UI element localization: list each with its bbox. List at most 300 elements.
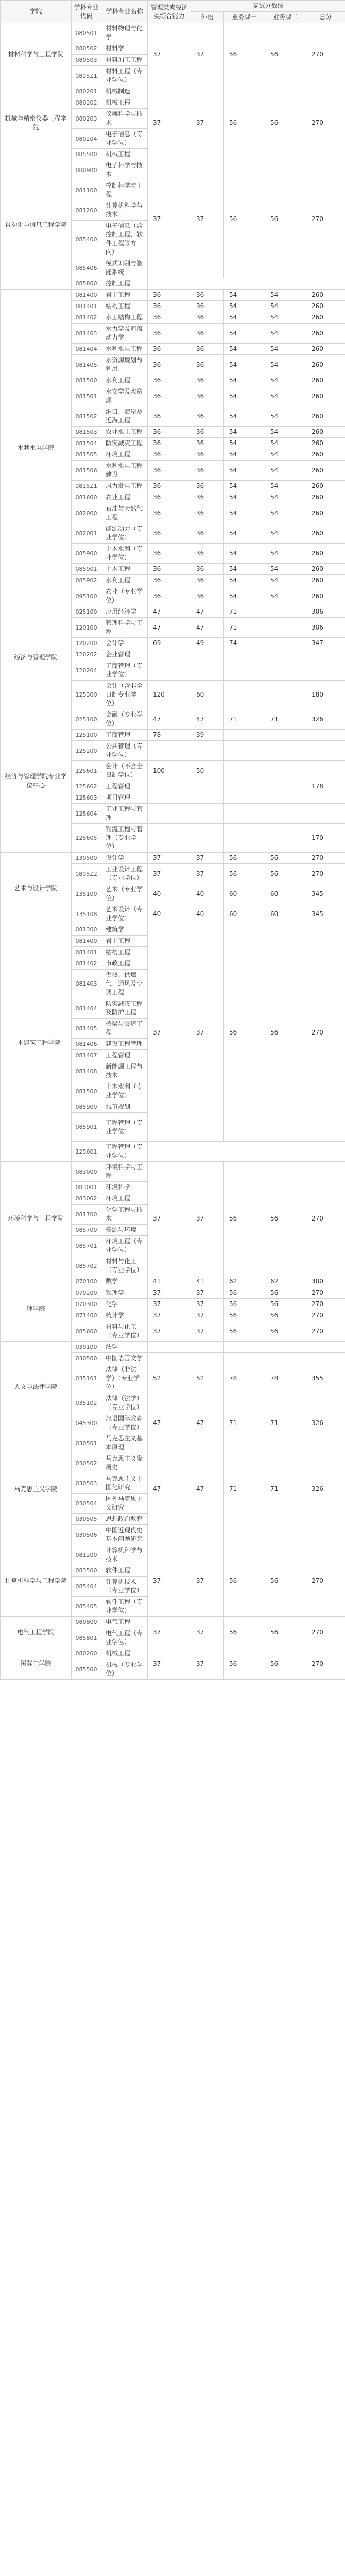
header-college: 学院 xyxy=(1,1,72,23)
score-individual: 36 xyxy=(148,492,191,503)
major-name: 港口、海岸及近海工程 xyxy=(101,406,148,427)
major-name: 会计（含非全日制专业学位） xyxy=(101,681,148,709)
score-foreign: 36 xyxy=(191,449,224,461)
score-prof2: 54 xyxy=(265,375,306,386)
major-code: 081400 xyxy=(72,936,101,947)
major-code: 081503 xyxy=(72,427,101,438)
score-total: 270 xyxy=(306,1648,345,1680)
score-prof2: 54 xyxy=(265,481,306,492)
score-individual: 36 xyxy=(148,290,191,301)
score-total: 260 xyxy=(306,312,345,324)
score-individual: 37 xyxy=(148,1287,191,1299)
header-total: 总分 xyxy=(306,12,345,23)
score-individual xyxy=(148,804,191,824)
score-total: 260 xyxy=(306,427,345,438)
score-individual: 37 xyxy=(148,1299,191,1310)
score-prof2: 71 xyxy=(265,709,306,730)
major-code: 081500 xyxy=(72,375,101,386)
score-prof1: 54 xyxy=(224,438,265,449)
score-foreign: 36 xyxy=(191,406,224,427)
major-code: 080502 xyxy=(72,43,101,55)
score-prof2: 60 xyxy=(265,884,306,904)
major-code: 120202 xyxy=(72,649,101,660)
score-individual: 47 xyxy=(148,606,191,618)
score-foreign xyxy=(191,824,224,853)
major-code: 035102 xyxy=(72,1393,101,1413)
major-name: 物理学 xyxy=(101,1287,148,1299)
major-code: 085900 xyxy=(72,544,101,564)
score-prof2 xyxy=(265,741,306,761)
score-prof2: 56 xyxy=(265,160,306,278)
score-total: 260 xyxy=(306,344,345,355)
score-prof2: 54 xyxy=(265,564,306,575)
major-code: 080202 xyxy=(72,97,101,109)
major-code: 070200 xyxy=(72,1287,101,1299)
score-total: 260 xyxy=(306,386,345,406)
score-prof1: 54 xyxy=(224,406,265,427)
score-prof2: 56 xyxy=(265,924,306,1142)
score-individual: 36 xyxy=(148,301,191,312)
major-name: 软件工程 xyxy=(101,1565,148,1577)
score-prof1 xyxy=(224,781,265,792)
score-total: 270 xyxy=(306,1287,345,1299)
score-foreign: 37 xyxy=(191,1321,224,1342)
major-code: 120100 xyxy=(72,618,101,638)
score-foreign: 36 xyxy=(191,575,224,586)
major-name: 结构工程 xyxy=(101,301,148,312)
score-individual: 37 xyxy=(148,160,191,278)
major-name: 企业管理 xyxy=(101,649,148,660)
score-prof2 xyxy=(265,1393,306,1413)
score-prof1 xyxy=(224,804,265,824)
score-prof1: 56 xyxy=(224,160,265,278)
table-row xyxy=(1,1162,345,1182)
score-individual: 40 xyxy=(148,904,191,924)
score-prof2: 54 xyxy=(265,461,306,481)
score-total: 326 xyxy=(306,709,345,730)
score-foreign: 47 xyxy=(191,618,224,638)
score-individual xyxy=(148,1393,191,1413)
score-total: 270 xyxy=(306,23,345,86)
score-individual: 37 xyxy=(148,864,191,884)
table-row xyxy=(1,1276,345,1287)
score-total: 300 xyxy=(306,1276,345,1287)
score-prof1: 56 xyxy=(224,924,265,1142)
score-individual: 47 xyxy=(148,1433,191,1545)
major-name: 马克思主义中国化研究 xyxy=(101,1473,148,1494)
score-individual: 37 xyxy=(148,853,191,864)
score-total: 260 xyxy=(306,523,345,544)
score-foreign: 47 xyxy=(191,606,224,618)
score-prof2: 71 xyxy=(265,1433,306,1545)
score-total: 270 xyxy=(306,1162,345,1276)
major-name: 能源动力（专业学位） xyxy=(101,523,148,544)
score-total: 270 xyxy=(306,160,345,278)
major-code: 085500 xyxy=(72,149,101,160)
score-prof1 xyxy=(224,1393,265,1413)
score-foreign: 36 xyxy=(191,461,224,481)
major-code: 025100 xyxy=(72,709,101,730)
score-prof2: 54 xyxy=(265,438,306,449)
major-name: 设计学 xyxy=(101,853,148,864)
score-prof1 xyxy=(224,741,265,761)
score-prof2: 54 xyxy=(265,324,306,344)
major-code: 120200 xyxy=(72,638,101,649)
score-total: 180 xyxy=(306,681,345,709)
major-name: 计算机科学与技术 xyxy=(101,200,148,221)
score-individual: 37 xyxy=(148,1321,191,1342)
score-prof1: 54 xyxy=(224,449,265,461)
score-individual: 36 xyxy=(148,375,191,386)
header-prof2: 业务课二 xyxy=(265,12,306,23)
score-prof1: 54 xyxy=(224,481,265,492)
score-total: 260 xyxy=(306,503,345,523)
table-row xyxy=(1,924,345,936)
major-name: 电气工程 xyxy=(101,1617,148,1628)
major-name: 水利水电工程建设 xyxy=(101,461,148,481)
major-name: 管理科学与工程 xyxy=(101,618,148,638)
header-prof1: 业务课一 xyxy=(224,12,265,23)
major-code: 125601 xyxy=(72,761,101,781)
score-prof1 xyxy=(224,824,265,853)
score-prof1: 60 xyxy=(224,904,265,924)
major-code: 081100 xyxy=(72,180,101,200)
score-total: 345 xyxy=(306,904,345,924)
score-foreign: 47 xyxy=(191,1413,224,1433)
score-prof2: 56 xyxy=(265,853,306,864)
score-prof2: 60 xyxy=(265,904,306,924)
score-prof2 xyxy=(265,1353,306,1364)
score-foreign: 36 xyxy=(191,375,224,386)
major-name: 软件工程（专业学位） xyxy=(101,1597,148,1617)
score-prof2: 54 xyxy=(265,386,306,406)
major-name: 环境工程 xyxy=(101,1193,148,1205)
score-total: 260 xyxy=(306,406,345,427)
major-code: 085405 xyxy=(72,1597,101,1617)
score-prof2 xyxy=(265,824,306,853)
major-name: 数学 xyxy=(101,1276,148,1287)
major-name: 城市规划 xyxy=(101,1101,148,1113)
major-code: 085600 xyxy=(72,1321,101,1342)
table-row xyxy=(1,23,345,43)
major-code: 035101 xyxy=(72,1364,101,1393)
major-code: 081407 xyxy=(72,1050,101,1061)
header-individual: 管理类或经济类综合能力 xyxy=(148,1,191,23)
major-code: 081403 xyxy=(72,324,101,344)
major-code: 0805Z1 xyxy=(72,66,101,86)
major-name: 环境科学与工程 xyxy=(101,1162,148,1182)
score-individual: 41 xyxy=(148,1276,191,1287)
score-prof1: 56 xyxy=(224,864,265,884)
college-name: 艺术与设计学院 xyxy=(1,853,72,924)
table-body xyxy=(1,23,345,1680)
score-prof2: 56 xyxy=(265,1287,306,1299)
score-total: 270 xyxy=(306,1299,345,1310)
major-name: 供热、供燃气、通风及空调工程 xyxy=(101,970,148,998)
score-total: 178 xyxy=(306,781,345,792)
score-foreign: 36 xyxy=(191,544,224,564)
major-code: 030100 xyxy=(72,1342,101,1353)
score-prof1 xyxy=(224,761,265,781)
major-name: 材料与化工（专业学位） xyxy=(101,1256,148,1276)
score-foreign: 52 xyxy=(191,1364,224,1393)
major-name: 工业设计工程（专业学位） xyxy=(101,864,148,884)
major-name: 桥梁与隧道工程 xyxy=(101,1019,148,1039)
score-total xyxy=(306,649,345,660)
score-prof2: 54 xyxy=(265,575,306,586)
score-foreign xyxy=(191,792,224,804)
major-name: 工程管理 xyxy=(101,1050,148,1061)
score-individual: 36 xyxy=(148,312,191,324)
score-individual: 69 xyxy=(148,638,191,649)
major-name: 工程管理 xyxy=(101,781,148,792)
major-code: 081600 xyxy=(72,492,101,503)
major-name: 化学 xyxy=(101,1299,148,1310)
score-individual: 36 xyxy=(148,427,191,438)
score-foreign xyxy=(191,741,224,761)
major-name: 工程管理（专业学位） xyxy=(101,1142,148,1162)
college-name: 水利水电学院 xyxy=(1,290,72,606)
score-total: 260 xyxy=(306,544,345,564)
score-prof1: 54 xyxy=(224,523,265,544)
score-prof2: 54 xyxy=(265,290,306,301)
score-total: 260 xyxy=(306,564,345,575)
major-code: 085801 xyxy=(72,1628,101,1648)
major-code: 082000 xyxy=(72,503,101,523)
major-name: 水文学及水资源 xyxy=(101,386,148,406)
major-name: 国外马克思主义研究 xyxy=(101,1494,148,1514)
score-total: 260 xyxy=(306,492,345,503)
major-name: 艺术（专业学位） xyxy=(101,884,148,904)
major-name: 农业（专业学位） xyxy=(101,586,148,606)
header-name: 学科专业名称 xyxy=(101,1,148,23)
major-name: 项目管理 xyxy=(101,792,148,804)
score-prof2: 54 xyxy=(265,586,306,606)
score-prof2: 54 xyxy=(265,427,306,438)
major-code: 125100 xyxy=(72,730,101,741)
table-row xyxy=(1,86,345,97)
major-name: 工业工程与管理 xyxy=(101,804,148,824)
score-individual: 40 xyxy=(148,884,191,904)
major-name: 机械工程 xyxy=(101,149,148,160)
score-prof1: 56 xyxy=(224,86,265,160)
score-total xyxy=(306,761,345,781)
score-prof1 xyxy=(224,1342,265,1353)
major-name: 材料加工工程 xyxy=(101,55,148,66)
major-code: 081502 xyxy=(72,406,101,427)
major-name: 环境工程 xyxy=(101,449,148,461)
score-foreign: 37 xyxy=(191,1299,224,1310)
score-foreign: 37 xyxy=(191,1310,224,1321)
major-code: 085901 xyxy=(72,1113,101,1142)
major-code: 080503 xyxy=(72,55,101,66)
table-row xyxy=(1,160,345,180)
major-name: 法律（非法学）（专业学位） xyxy=(101,1364,148,1393)
major-code: 083500 xyxy=(72,1565,101,1577)
major-code: 085902 xyxy=(72,575,101,586)
score-prof2 xyxy=(265,730,306,741)
score-prof2: 54 xyxy=(265,523,306,544)
score-prof2 xyxy=(265,606,306,618)
score-foreign: 39 xyxy=(191,730,224,741)
major-code: 071400 xyxy=(72,1310,101,1321)
major-code: 125603 xyxy=(72,792,101,804)
major-code: 125605 xyxy=(72,824,101,853)
score-total: 306 xyxy=(306,606,345,618)
major-code: 125200 xyxy=(72,741,101,761)
major-name: 材料工程（专业学位） xyxy=(101,66,148,86)
score-prof1: 56 xyxy=(224,1287,265,1299)
major-name: 应用经济学 xyxy=(101,606,148,618)
score-foreign: 47 xyxy=(191,709,224,730)
college-name: 人文与法律学院 xyxy=(1,1342,72,1433)
score-total: 260 xyxy=(306,301,345,312)
major-name: 水资源规划与利用 xyxy=(101,355,148,375)
major-name: 电子信息（含控制工程、软件工程等方向） xyxy=(101,221,148,258)
score-prof1 xyxy=(224,660,265,681)
score-prof1 xyxy=(224,792,265,804)
major-code: 030504 xyxy=(72,1494,101,1514)
score-foreign: 36 xyxy=(191,355,224,375)
score-individual: 36 xyxy=(148,523,191,544)
major-code: 085400 xyxy=(72,221,101,258)
major-code: 125602 xyxy=(72,781,101,792)
major-code: 085702 xyxy=(72,1256,101,1276)
score-prof2: 56 xyxy=(265,1648,306,1680)
major-code: 080203 xyxy=(72,109,101,129)
major-name: 化学工程与技术 xyxy=(101,1205,148,1225)
major-name: 公共管理（专业学位） xyxy=(101,741,148,761)
score-prof1: 60 xyxy=(224,884,265,904)
score-prof2 xyxy=(265,792,306,804)
score-prof1: 71 xyxy=(224,709,265,730)
score-prof1: 78 xyxy=(224,1364,265,1393)
score-prof2: 54 xyxy=(265,544,306,564)
score-foreign: 36 xyxy=(191,438,224,449)
score-foreign xyxy=(191,781,224,792)
score-prof2: 56 xyxy=(265,1321,306,1342)
score-foreign: 36 xyxy=(191,492,224,503)
major-name: 工程管理（专业学位） xyxy=(101,1113,148,1142)
table-row xyxy=(1,853,345,864)
major-code: 080501 xyxy=(72,23,101,43)
score-individual xyxy=(148,660,191,681)
major-code: 081408 xyxy=(72,1061,101,1081)
major-name: 电子信息（专业学位） xyxy=(101,129,148,149)
score-foreign: 36 xyxy=(191,290,224,301)
major-code: 081402 xyxy=(72,312,101,324)
score-total xyxy=(306,1342,345,1353)
score-individual xyxy=(148,649,191,660)
score-total: 260 xyxy=(306,355,345,375)
major-code: 0805Z2 xyxy=(72,864,101,884)
major-name: 电子科学与技术 xyxy=(101,160,148,180)
score-prof1: 54 xyxy=(224,492,265,503)
score-foreign: 41 xyxy=(191,1276,224,1287)
score-prof1: 54 xyxy=(224,386,265,406)
score-foreign: 37 xyxy=(191,853,224,864)
major-code: 083002 xyxy=(72,1193,101,1205)
score-prof1: 54 xyxy=(224,503,265,523)
score-individual: 37 xyxy=(148,86,191,160)
score-foreign: 37 xyxy=(191,1545,224,1617)
table-row xyxy=(1,1648,345,1659)
score-individual: 36 xyxy=(148,344,191,355)
major-code: 080200 xyxy=(72,1648,101,1659)
major-name: 新能源工程与技术 xyxy=(101,1061,148,1081)
score-prof1: 54 xyxy=(224,324,265,344)
score-foreign: 36 xyxy=(191,344,224,355)
score-prof2: 56 xyxy=(265,1310,306,1321)
score-prof1: 71 xyxy=(224,1413,265,1433)
score-prof2: 56 xyxy=(265,23,306,86)
major-code: 125300 xyxy=(72,681,101,709)
score-total: 260 xyxy=(306,449,345,461)
score-total xyxy=(306,1393,345,1413)
score-foreign: 37 xyxy=(191,86,224,160)
score-prof2: 54 xyxy=(265,503,306,523)
score-foreign: 36 xyxy=(191,523,224,544)
score-individual: 78 xyxy=(148,730,191,741)
major-code: 120204 xyxy=(72,660,101,681)
major-code: 080201 xyxy=(72,86,101,97)
major-code: 081405 xyxy=(72,1019,101,1039)
score-prof2: 56 xyxy=(265,1299,306,1310)
score-foreign: 49 xyxy=(191,638,224,649)
score-prof2: 56 xyxy=(265,864,306,884)
score-prof1: 56 xyxy=(224,1648,265,1680)
major-code: 085900 xyxy=(72,1101,101,1113)
table-row xyxy=(1,1617,345,1628)
college-name: 环境科学与工程学院 xyxy=(1,1162,72,1276)
score-foreign: 37 xyxy=(191,1648,224,1680)
score-prof2: 54 xyxy=(265,344,306,355)
score-prof2: 56 xyxy=(265,1162,306,1276)
score-individual: 36 xyxy=(148,481,191,492)
major-name: 水力学及河流动力学 xyxy=(101,324,148,344)
major-name: 法律（法学）（专业学位） xyxy=(101,1393,148,1413)
major-name: 结构工程 xyxy=(101,947,148,958)
score-foreign: 37 xyxy=(191,23,224,86)
score-individual xyxy=(148,1353,191,1364)
score-foreign: 40 xyxy=(191,904,224,924)
major-code: 030500 xyxy=(72,1353,101,1364)
major-code: 045300 xyxy=(72,1413,101,1433)
major-name: 电气工程（专业学位） xyxy=(101,1628,148,1648)
major-name: 仪器科学与技术 xyxy=(101,109,148,129)
score-total: 260 xyxy=(306,375,345,386)
score-individual: 37 xyxy=(148,1310,191,1321)
score-prof1: 56 xyxy=(224,1545,265,1617)
score-prof2 xyxy=(265,638,306,649)
score-prof1: 71 xyxy=(224,618,265,638)
college-name: 马克思主义学院 xyxy=(1,1433,72,1545)
table-row xyxy=(1,1433,345,1453)
score-total xyxy=(306,741,345,761)
major-code: 085800 xyxy=(72,278,101,290)
college-name: 经济与管理学院专业学位中心 xyxy=(1,709,72,853)
score-prof2: 56 xyxy=(265,1545,306,1617)
score-total: 345 xyxy=(306,884,345,904)
college-name: 土木建筑工程学院 xyxy=(1,924,72,1162)
major-name: 土木水利（专业学位） xyxy=(101,1081,148,1101)
score-individual xyxy=(148,792,191,804)
score-total: 270 xyxy=(306,86,345,160)
major-code: 025100 xyxy=(72,606,101,618)
score-foreign: 36 xyxy=(191,312,224,324)
score-total: 260 xyxy=(306,461,345,481)
score-prof1: 74 xyxy=(224,638,265,649)
